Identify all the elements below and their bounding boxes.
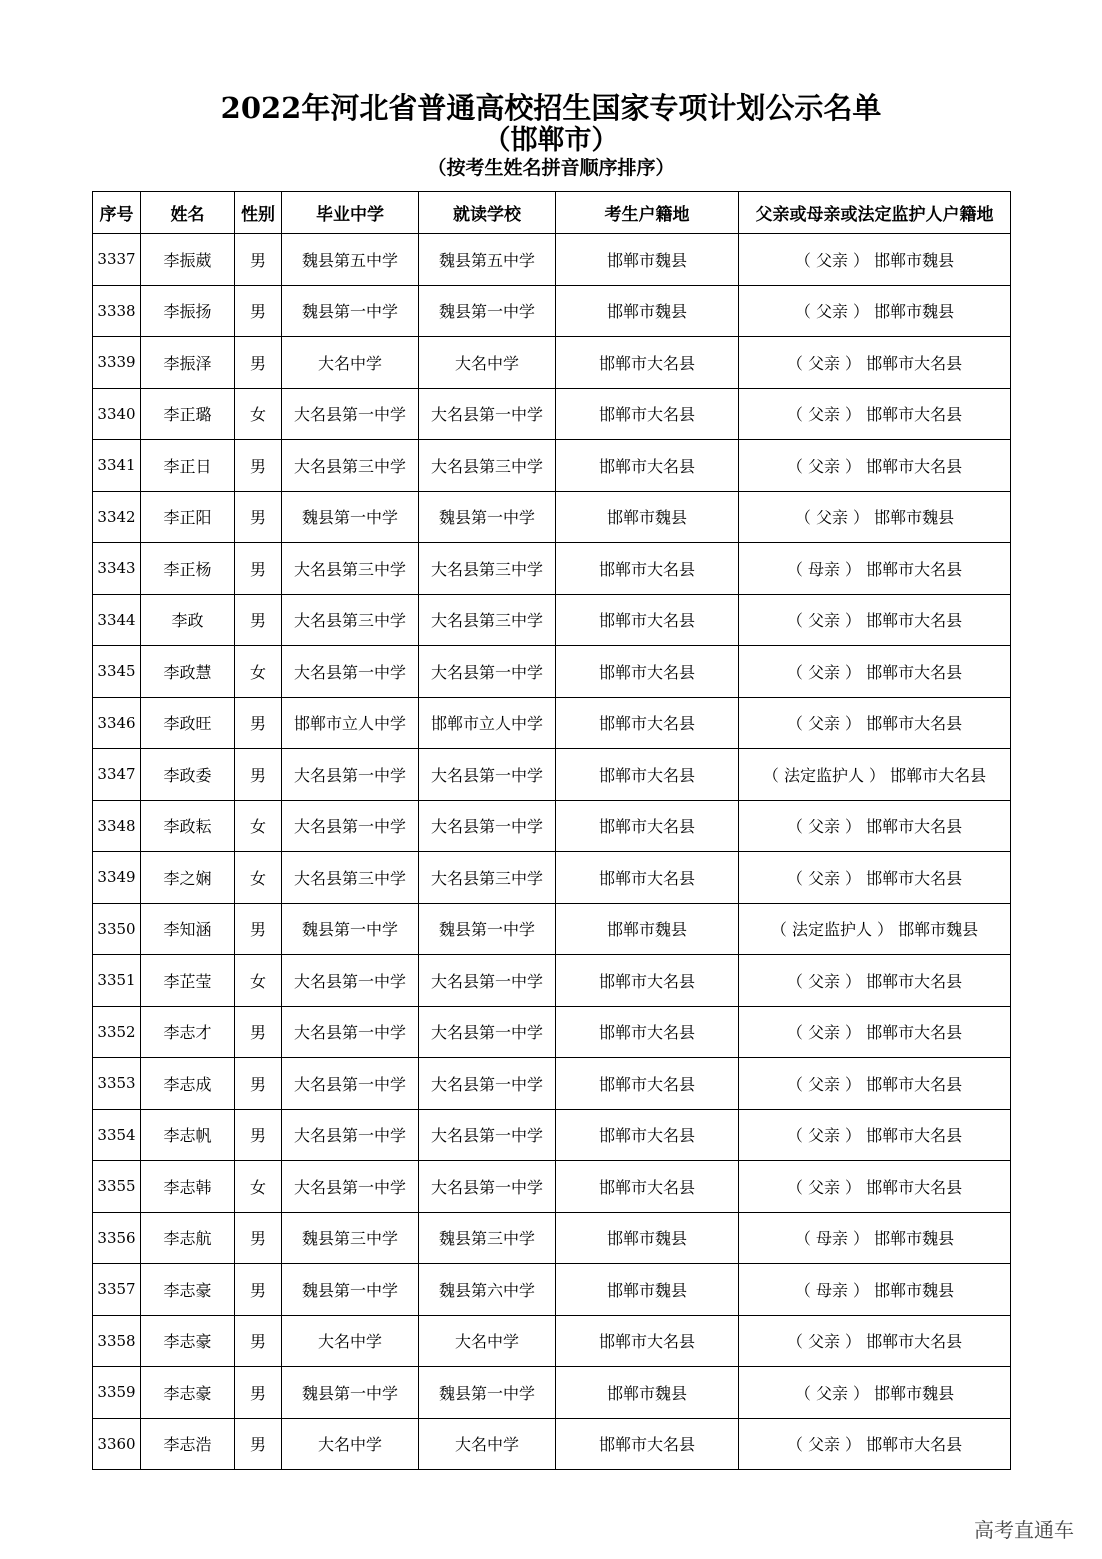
cell-col-name: 李正日 xyxy=(141,440,235,492)
cell-col-student-domicile: 邯郸市大名县 xyxy=(556,646,739,698)
table-row xyxy=(93,749,1011,801)
cell-col-name: 李芷莹 xyxy=(141,955,235,1007)
cell-col-guardian-domicile: （ 父亲 ） 邯郸市魏县 xyxy=(739,285,1011,337)
cell-col-name: 李志豪 xyxy=(141,1264,235,1316)
cell-col-name: 李振扬 xyxy=(141,285,235,337)
cell-col-name: 李志浩 xyxy=(141,1418,235,1470)
cell-col-gender: 男 xyxy=(235,1058,282,1110)
cell-col-graduated-school: 大名中学 xyxy=(282,337,419,389)
cell-col-current-school: 大名县第一中学 xyxy=(419,955,556,1007)
cell-col-name: 李志豪 xyxy=(141,1315,235,1367)
cell-col-guardian-domicile: （ 父亲 ） 邯郸市魏县 xyxy=(739,234,1011,286)
cell-col-name: 李知涵 xyxy=(141,903,235,955)
cell-col-serial: 3351 xyxy=(93,955,141,1007)
cell-col-name: 李之娴 xyxy=(141,852,235,904)
table-row xyxy=(93,1367,1011,1419)
cell-col-graduated-school: 大名中学 xyxy=(282,1418,419,1470)
table-row xyxy=(93,1006,1011,1058)
table-row xyxy=(93,852,1011,904)
cell-col-serial: 3356 xyxy=(93,1212,141,1264)
table-row xyxy=(93,388,1011,440)
cell-col-guardian-domicile: （ 父亲 ） 邯郸市大名县 xyxy=(739,1315,1011,1367)
cell-col-serial: 3339 xyxy=(93,337,141,389)
sort-note: （按考生姓名拼音顺序排序） xyxy=(427,157,675,179)
cell-col-gender: 女 xyxy=(235,800,282,852)
table-row xyxy=(93,1264,1011,1316)
cell-col-guardian-domicile: （ 父亲 ） 邯郸市大名县 xyxy=(739,646,1011,698)
cell-col-name: 李志才 xyxy=(141,1006,235,1058)
cell-col-current-school: 大名县第一中学 xyxy=(419,1109,556,1161)
table-row xyxy=(93,234,1011,286)
cell-col-student-domicile: 邯郸市大名县 xyxy=(556,337,739,389)
cell-col-name: 李政耘 xyxy=(141,800,235,852)
cell-col-student-domicile: 邯郸市大名县 xyxy=(556,852,739,904)
cell-col-gender: 女 xyxy=(235,388,282,440)
cell-col-serial: 3343 xyxy=(93,543,141,595)
cell-col-gender: 女 xyxy=(235,1161,282,1213)
cell-col-gender: 男 xyxy=(235,1264,282,1316)
cell-col-current-school: 魏县第一中学 xyxy=(419,903,556,955)
cell-col-gender: 男 xyxy=(235,1006,282,1058)
header-col-serial: 序号 xyxy=(93,192,141,234)
cell-col-current-school: 大名县第三中学 xyxy=(419,852,556,904)
cell-col-serial: 3341 xyxy=(93,440,141,492)
cell-col-student-domicile: 邯郸市大名县 xyxy=(556,697,739,749)
cell-col-name: 李振泽 xyxy=(141,337,235,389)
cell-col-gender: 男 xyxy=(235,543,282,595)
cell-col-guardian-domicile: （ 父亲 ） 邯郸市魏县 xyxy=(739,1367,1011,1419)
cell-col-serial: 3359 xyxy=(93,1367,141,1419)
cell-col-gender: 男 xyxy=(235,440,282,492)
cell-col-guardian-domicile: （ 父亲 ） 邯郸市大名县 xyxy=(739,440,1011,492)
cell-col-gender: 男 xyxy=(235,697,282,749)
cell-col-student-domicile: 邯郸市大名县 xyxy=(556,1109,739,1161)
cell-col-gender: 女 xyxy=(235,646,282,698)
cell-col-serial: 3349 xyxy=(93,852,141,904)
cell-col-graduated-school: 大名县第一中学 xyxy=(282,1109,419,1161)
cell-col-serial: 3337 xyxy=(93,234,141,286)
cell-col-current-school: 魏县第三中学 xyxy=(419,1212,556,1264)
cell-col-guardian-domicile: （ 法定监护人 ） 邯郸市魏县 xyxy=(739,903,1011,955)
cell-col-student-domicile: 邯郸市大名县 xyxy=(556,1418,739,1470)
cell-col-student-domicile: 邯郸市大名县 xyxy=(556,955,739,1007)
cell-col-guardian-domicile: （ 父亲 ） 邯郸市大名县 xyxy=(739,337,1011,389)
cell-col-serial: 3338 xyxy=(93,285,141,337)
cell-col-serial: 3347 xyxy=(93,749,141,801)
cell-col-guardian-domicile: （ 法定监护人 ） 邯郸市大名县 xyxy=(739,749,1011,801)
cell-col-guardian-domicile: （ 父亲 ） 邯郸市大名县 xyxy=(739,955,1011,1007)
cell-col-current-school: 大名县第一中学 xyxy=(419,1058,556,1110)
cell-col-name: 李志成 xyxy=(141,1058,235,1110)
cell-col-student-domicile: 邯郸市大名县 xyxy=(556,749,739,801)
cell-col-student-domicile: 邯郸市魏县 xyxy=(556,491,739,543)
cell-col-gender: 男 xyxy=(235,1315,282,1367)
cell-col-graduated-school: 邯郸市立人中学 xyxy=(282,697,419,749)
cell-col-name: 李政慧 xyxy=(141,646,235,698)
cell-col-serial: 3342 xyxy=(93,491,141,543)
cell-col-current-school: 魏县第一中学 xyxy=(419,285,556,337)
cell-col-gender: 男 xyxy=(235,491,282,543)
table-row xyxy=(93,440,1011,492)
cell-col-name: 李政委 xyxy=(141,749,235,801)
cell-col-current-school: 邯郸市立人中学 xyxy=(419,697,556,749)
cell-col-name: 李正杨 xyxy=(141,543,235,595)
cell-col-name: 李志韩 xyxy=(141,1161,235,1213)
cell-col-gender: 男 xyxy=(235,285,282,337)
header-col-student-domicile: 考生户籍地 xyxy=(556,192,739,234)
cell-col-current-school: 大名县第一中学 xyxy=(419,646,556,698)
cell-col-guardian-domicile: （ 父亲 ） 邯郸市大名县 xyxy=(739,852,1011,904)
cell-col-guardian-domicile: （ 母亲 ） 邯郸市大名县 xyxy=(739,543,1011,595)
cell-col-graduated-school: 魏县第一中学 xyxy=(282,1367,419,1419)
cell-col-student-domicile: 邯郸市魏县 xyxy=(556,1264,739,1316)
cell-col-student-domicile: 邯郸市大名县 xyxy=(556,800,739,852)
cell-col-current-school: 大名县第一中学 xyxy=(419,800,556,852)
cell-col-student-domicile: 邯郸市大名县 xyxy=(556,1161,739,1213)
cell-col-gender: 女 xyxy=(235,955,282,1007)
cell-col-guardian-domicile: （ 父亲 ） 邯郸市大名县 xyxy=(739,1109,1011,1161)
cell-col-serial: 3345 xyxy=(93,646,141,698)
table-row xyxy=(93,955,1011,1007)
cell-col-student-domicile: 邯郸市大名县 xyxy=(556,440,739,492)
header-col-gender: 性别 xyxy=(235,192,282,234)
cell-col-graduated-school: 大名县第一中学 xyxy=(282,955,419,1007)
cell-col-student-domicile: 邯郸市大名县 xyxy=(556,388,739,440)
cell-col-graduated-school: 大名县第三中学 xyxy=(282,440,419,492)
cell-col-guardian-domicile: （ 父亲 ） 邯郸市大名县 xyxy=(739,800,1011,852)
table-row xyxy=(93,903,1011,955)
cell-col-guardian-domicile: （ 父亲 ） 邯郸市魏县 xyxy=(739,491,1011,543)
cell-col-current-school: 大名县第一中学 xyxy=(419,749,556,801)
cell-col-student-domicile: 邯郸市魏县 xyxy=(556,285,739,337)
cell-col-name: 李振葳 xyxy=(141,234,235,286)
cell-col-graduated-school: 魏县第三中学 xyxy=(282,1212,419,1264)
cell-col-gender: 男 xyxy=(235,594,282,646)
cell-col-current-school: 魏县第五中学 xyxy=(419,234,556,286)
cell-col-graduated-school: 大名县第三中学 xyxy=(282,594,419,646)
cell-col-student-domicile: 邯郸市大名县 xyxy=(556,1058,739,1110)
cell-col-student-domicile: 邯郸市魏县 xyxy=(556,1212,739,1264)
cell-col-graduated-school: 大名县第三中学 xyxy=(282,543,419,595)
cell-col-name: 李正阳 xyxy=(141,491,235,543)
cell-col-student-domicile: 邯郸市大名县 xyxy=(556,1006,739,1058)
cell-col-student-domicile: 邯郸市大名县 xyxy=(556,594,739,646)
cell-col-current-school: 魏县第一中学 xyxy=(419,491,556,543)
cell-col-student-domicile: 邯郸市魏县 xyxy=(556,234,739,286)
table-row xyxy=(93,1212,1011,1264)
cell-col-graduated-school: 魏县第一中学 xyxy=(282,491,419,543)
cell-col-name: 李正璐 xyxy=(141,388,235,440)
cell-col-gender: 男 xyxy=(235,1418,282,1470)
page-title: 2022年河北省普通高校招生国家专项计划公示名单 xyxy=(220,91,882,125)
table-row xyxy=(93,491,1011,543)
table-row xyxy=(93,1109,1011,1161)
cell-col-guardian-domicile: （ 母亲 ） 邯郸市魏县 xyxy=(739,1212,1011,1264)
cell-col-student-domicile: 邯郸市大名县 xyxy=(556,543,739,595)
cell-col-guardian-domicile: （ 父亲 ） 邯郸市大名县 xyxy=(739,1418,1011,1470)
cell-col-graduated-school: 大名县第一中学 xyxy=(282,388,419,440)
cell-col-graduated-school: 大名县第一中学 xyxy=(282,800,419,852)
cell-col-current-school: 大名县第一中学 xyxy=(419,388,556,440)
watermark-text: 高考直通车 xyxy=(974,1518,1074,1542)
cell-col-serial: 3360 xyxy=(93,1418,141,1470)
table-header-row xyxy=(93,192,1011,234)
table-row xyxy=(93,1058,1011,1110)
cell-col-current-school: 魏县第六中学 xyxy=(419,1264,556,1316)
cell-col-serial: 3350 xyxy=(93,903,141,955)
table-row xyxy=(93,1161,1011,1213)
cell-col-graduated-school: 魏县第一中学 xyxy=(282,1264,419,1316)
cell-col-gender: 男 xyxy=(235,1367,282,1419)
table-row xyxy=(93,800,1011,852)
cell-col-graduated-school: 大名县第三中学 xyxy=(282,852,419,904)
header-col-guardian-domicile: 父亲或母亲或法定监护人户籍地 xyxy=(739,192,1011,234)
table-row xyxy=(93,697,1011,749)
cell-col-name: 李志航 xyxy=(141,1212,235,1264)
header-col-current-school: 就读学校 xyxy=(419,192,556,234)
table-row xyxy=(93,594,1011,646)
cell-col-current-school: 大名中学 xyxy=(419,337,556,389)
cell-col-graduated-school: 大名中学 xyxy=(282,1315,419,1367)
cell-col-serial: 3353 xyxy=(93,1058,141,1110)
cell-col-guardian-domicile: （ 父亲 ） 邯郸市大名县 xyxy=(739,1006,1011,1058)
table-row xyxy=(93,337,1011,389)
cell-col-serial: 3340 xyxy=(93,388,141,440)
cell-col-graduated-school: 大名县第一中学 xyxy=(282,749,419,801)
cell-col-guardian-domicile: （ 父亲 ） 邯郸市大名县 xyxy=(739,1058,1011,1110)
cell-col-serial: 3358 xyxy=(93,1315,141,1367)
cell-col-serial: 3357 xyxy=(93,1264,141,1316)
cell-col-guardian-domicile: （ 父亲 ） 邯郸市大名县 xyxy=(739,1161,1011,1213)
cell-col-serial: 3344 xyxy=(93,594,141,646)
cell-col-serial: 3352 xyxy=(93,1006,141,1058)
header-col-graduated-school: 毕业中学 xyxy=(282,192,419,234)
page-subtitle: （邯郸市） xyxy=(483,125,619,156)
cell-col-current-school: 魏县第一中学 xyxy=(419,1367,556,1419)
cell-col-graduated-school: 大名县第一中学 xyxy=(282,1161,419,1213)
cell-col-student-domicile: 邯郸市大名县 xyxy=(556,1315,739,1367)
cell-col-guardian-domicile: （ 父亲 ） 邯郸市大名县 xyxy=(739,388,1011,440)
cell-col-gender: 男 xyxy=(235,749,282,801)
cell-col-graduated-school: 大名县第一中学 xyxy=(282,646,419,698)
cell-col-current-school: 大名县第三中学 xyxy=(419,594,556,646)
cell-col-student-domicile: 邯郸市魏县 xyxy=(556,903,739,955)
cell-col-gender: 女 xyxy=(235,852,282,904)
cell-col-graduated-school: 魏县第五中学 xyxy=(282,234,419,286)
cell-col-gender: 男 xyxy=(235,234,282,286)
table-row xyxy=(93,543,1011,595)
cell-col-current-school: 大名县第一中学 xyxy=(419,1006,556,1058)
cell-col-graduated-school: 大名县第一中学 xyxy=(282,1006,419,1058)
cell-col-gender: 男 xyxy=(235,1109,282,1161)
cell-col-current-school: 大名中学 xyxy=(419,1315,556,1367)
cell-col-guardian-domicile: （ 父亲 ） 邯郸市大名县 xyxy=(739,697,1011,749)
cell-col-current-school: 大名县第三中学 xyxy=(419,543,556,595)
cell-col-guardian-domicile: （ 父亲 ） 邯郸市大名县 xyxy=(739,594,1011,646)
cell-col-graduated-school: 魏县第一中学 xyxy=(282,285,419,337)
header-col-name: 姓名 xyxy=(141,192,235,234)
table-row xyxy=(93,646,1011,698)
cell-col-current-school: 大名县第三中学 xyxy=(419,440,556,492)
cell-col-serial: 3348 xyxy=(93,800,141,852)
cell-col-serial: 3354 xyxy=(93,1109,141,1161)
cell-col-gender: 男 xyxy=(235,337,282,389)
table-row xyxy=(93,1418,1011,1470)
cell-col-current-school: 大名县第一中学 xyxy=(419,1161,556,1213)
cell-col-guardian-domicile: （ 母亲 ） 邯郸市魏县 xyxy=(739,1264,1011,1316)
cell-col-current-school: 大名中学 xyxy=(419,1418,556,1470)
cell-col-name: 李志豪 xyxy=(141,1367,235,1419)
cell-col-student-domicile: 邯郸市魏县 xyxy=(556,1367,739,1419)
cell-col-serial: 3346 xyxy=(93,697,141,749)
cell-col-name: 李政旺 xyxy=(141,697,235,749)
cell-col-serial: 3355 xyxy=(93,1161,141,1213)
cell-col-gender: 男 xyxy=(235,903,282,955)
cell-col-gender: 男 xyxy=(235,1212,282,1264)
roster-table xyxy=(92,191,1011,1470)
cell-col-name: 李政 xyxy=(141,594,235,646)
cell-col-graduated-school: 大名县第一中学 xyxy=(282,1058,419,1110)
cell-col-graduated-school: 魏县第一中学 xyxy=(282,903,419,955)
table-row xyxy=(93,1315,1011,1367)
cell-col-name: 李志帆 xyxy=(141,1109,235,1161)
table-row xyxy=(93,285,1011,337)
